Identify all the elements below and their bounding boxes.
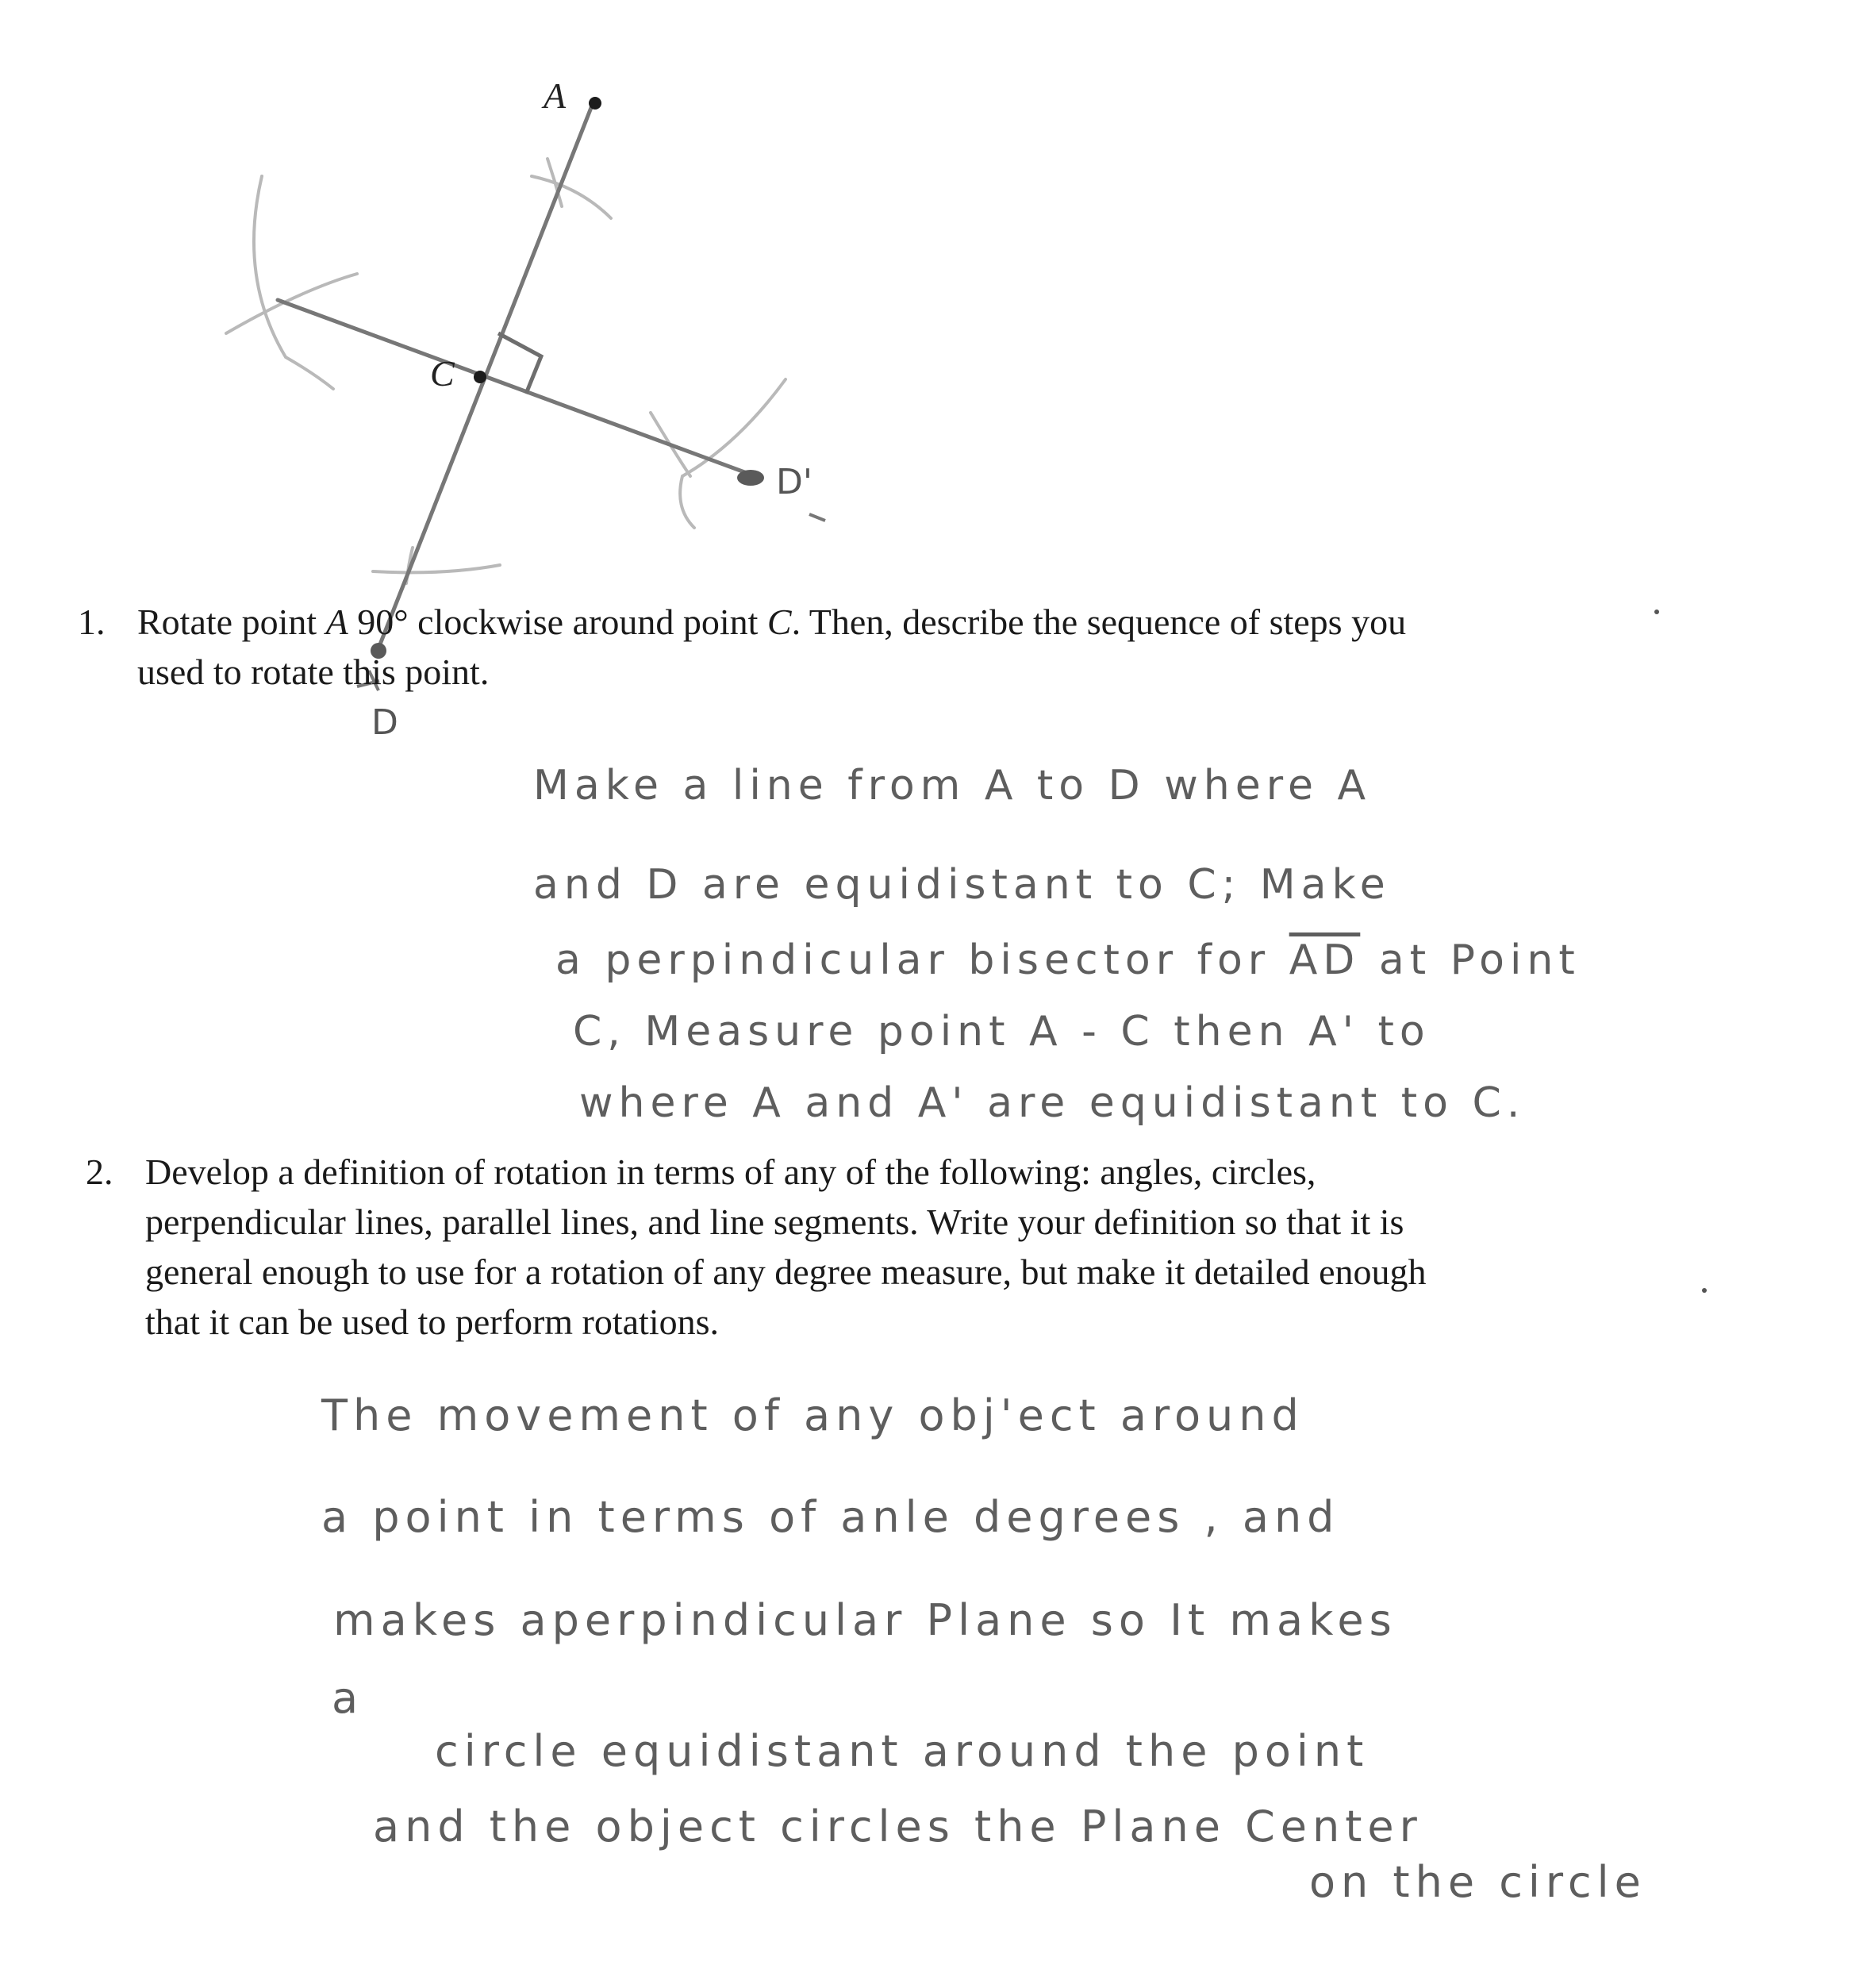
segment-ad-label: $\overline{AD}$ [1289,936,1361,984]
compass-arc-top [532,176,611,218]
answer-1-line-5: where A and A' are equidistant to C. [579,1079,1526,1127]
answer-1-line-1: Make a line from A to D where A [533,762,1372,809]
answer-2-line-1: The movement of any obj'ect around [321,1390,1304,1440]
question-2-line-2: perpendicular lines, parallel lines, and line segments. Write your definition so that it is [145,1202,1404,1242]
question-1-line-1: Rotate point A 90° clockwise around point C. Then, describe the sequence of steps you [137,602,1407,642]
question-2 [86,1147,1752,1361]
answer-1-line-2: and D are equidistant to C; Make [533,861,1391,909]
question-2-line-4: that it can be used to perform rotations. [145,1302,720,1342]
label-a: A [544,75,567,116]
scribble-mark [809,514,825,521]
answer-1-line-4: C, Measure point A - C then A' to [573,1008,1431,1056]
answer-2-line-5: circle equidistant around the point [435,1726,1370,1776]
answer-2-line-2: a point in terms of anle degrees , and [321,1492,1340,1542]
answer-1-line-3: a perpindicular bisector for $\overline{AD}$ at Point [555,936,1581,984]
stray-dot [1654,609,1659,614]
question-2-line-3: general enough to use for a rotation of any degree measure, but make it detailed enough [145,1252,1427,1292]
question-1-number: 1. [78,602,106,642]
point-a [589,97,601,110]
answer-2-line-7: on the circle [1309,1857,1646,1907]
answer-2-line-4: a [332,1673,364,1723]
answer-2-line-6: and the object circles the Plane Center [373,1802,1423,1851]
stray-dot [1702,1288,1707,1293]
question-2-line-1: Develop a definition of rotation in terms of any of the following: angles, circles, [145,1152,1316,1192]
question-2-number: 2. [86,1152,113,1192]
label-d-prime: D' [776,462,812,502]
question-1 [78,597,1665,700]
point-c [474,371,486,383]
point-a-prime [737,470,764,486]
perpendicular-line [278,300,755,476]
compass-arc-bottom [373,565,500,572]
compass-arc-left [254,176,333,389]
label-d: D [371,702,398,743]
answer-2-line-3: makes aperpindicular Plane so It makes [333,1595,1397,1645]
label-c: C [430,353,455,394]
question-1-line-2: used to rotate this point. [137,652,490,692]
